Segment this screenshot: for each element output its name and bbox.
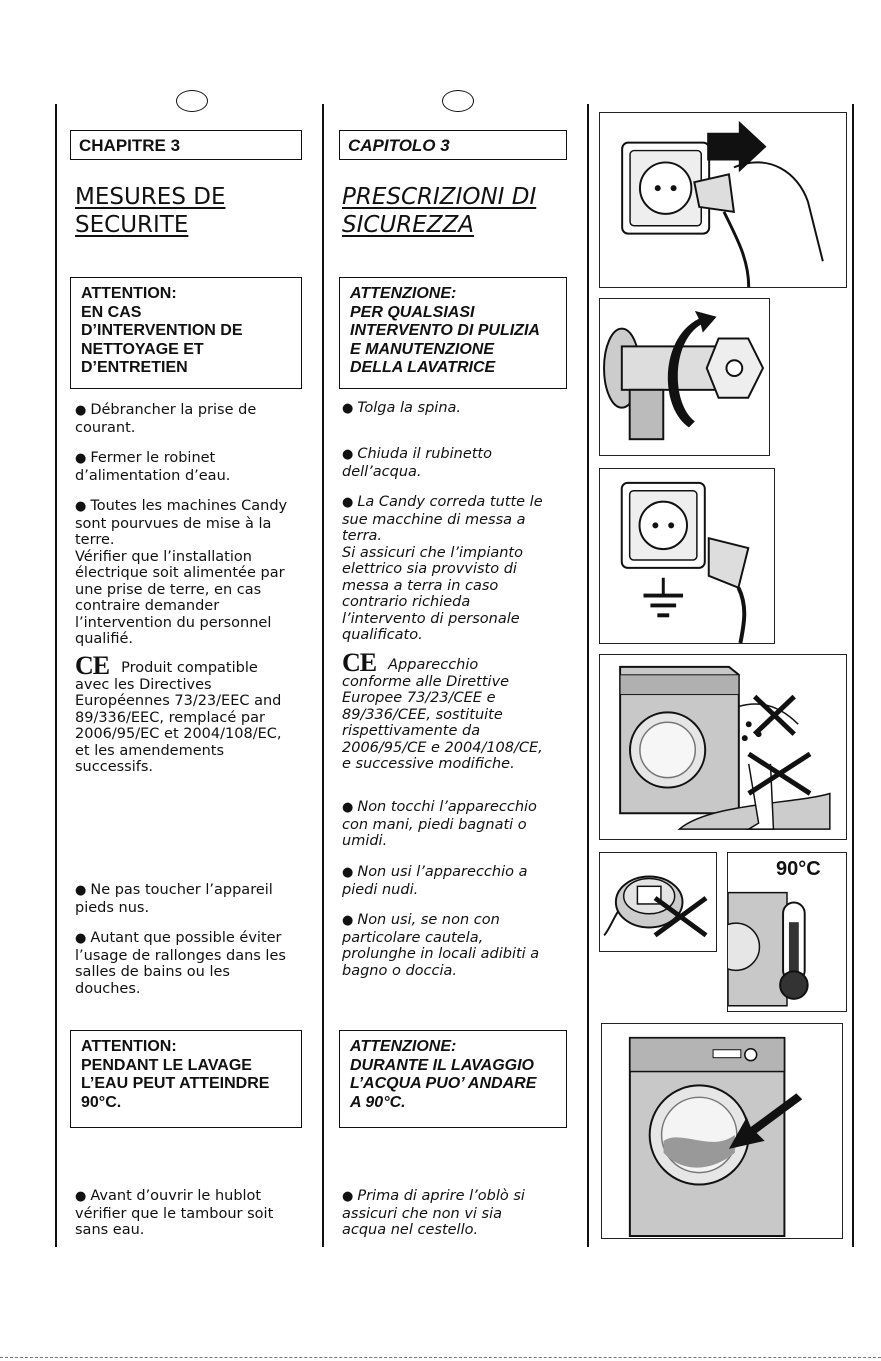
text-line: ● Chiuda il rubinetto bbox=[342, 446, 492, 464]
instruction-extension-fr bbox=[75, 930, 286, 997]
instruction-barefoot-it bbox=[342, 864, 527, 898]
instruction-door-fr bbox=[75, 1188, 273, 1239]
text-line: Vérifier que l’installation bbox=[75, 548, 252, 565]
warning-box-90c-it bbox=[339, 1030, 567, 1128]
text-line: ● Non usi, se non con bbox=[342, 912, 539, 930]
warning-line: ATTENTION: bbox=[81, 285, 177, 302]
ce-compliance-fr bbox=[75, 651, 282, 776]
text-line: particolare cautela, bbox=[342, 929, 484, 946]
text-line: vérifier que le tambour soit bbox=[75, 1205, 274, 1222]
language-flag-circle bbox=[176, 90, 208, 112]
text-line: elettrico sia provvisto di bbox=[342, 561, 517, 577]
warning-box-90c-fr bbox=[70, 1030, 302, 1128]
instruction-earth-it bbox=[342, 494, 543, 644]
warning-line: ATTENZIONE: bbox=[350, 1038, 457, 1055]
warning-line: A 90°C. bbox=[350, 1093, 406, 1111]
text-line: e successive modifiche. bbox=[342, 756, 515, 772]
text-line: salles de bains ou les bbox=[75, 964, 230, 980]
section-title-fr bbox=[75, 183, 225, 239]
reel-drawing bbox=[600, 853, 716, 951]
instruction-tap-fr bbox=[75, 450, 230, 484]
page-cut-line bbox=[0, 1357, 881, 1358]
warning-line: PER QUALSIASI bbox=[350, 303, 475, 321]
text-span: Apparecchio bbox=[388, 657, 479, 673]
text-line: contraire demander bbox=[75, 598, 220, 614]
warning-line: 90°C. bbox=[81, 1093, 122, 1111]
text-line: sont pourvues de mise à la bbox=[75, 515, 272, 532]
section-title-line: MESURES DE bbox=[75, 184, 226, 210]
text-line: ● Fermer le robinet bbox=[75, 450, 230, 468]
chapter-heading-it: CAPITOLO 3 bbox=[339, 130, 567, 160]
warning-line: D’INTERVENTION DE bbox=[81, 322, 243, 339]
instruction-extension-it bbox=[342, 912, 539, 979]
washing-machine-door-illustration bbox=[601, 1023, 843, 1239]
text-line: prolunghe in locali adibiti a bbox=[342, 946, 540, 962]
text-line bbox=[342, 648, 543, 677]
text-line: ● La Candy correda tutte le bbox=[342, 494, 543, 512]
text-line: Européennes 73/23/EEC and bbox=[75, 693, 282, 709]
extension-reel-illustration bbox=[599, 852, 717, 952]
column-divider bbox=[587, 104, 589, 1247]
instruction-wet-hands-it bbox=[342, 799, 537, 850]
text-line: conforme alle Direttive bbox=[342, 673, 510, 690]
instruction-unplug-it bbox=[342, 400, 461, 418]
wet-hands-feet-illustration bbox=[599, 654, 847, 840]
warning-box-it bbox=[339, 277, 567, 389]
ce-mark-icon: CE bbox=[342, 648, 377, 677]
chapter-heading-fr: CHAPITRE 3 bbox=[70, 130, 302, 160]
text-line: douches. bbox=[75, 980, 141, 997]
text-line: ● Ne pas toucher l’appareil bbox=[75, 882, 273, 900]
tap-drawing bbox=[600, 299, 769, 455]
warning-line: L’EAU PEUT ATTEINDRE bbox=[81, 1075, 270, 1092]
text-line: successifs. bbox=[75, 759, 154, 775]
text-line: umidi. bbox=[342, 833, 388, 849]
text-line: acqua nel cestello. bbox=[342, 1222, 479, 1238]
section-title-line: SICUREZZA bbox=[342, 212, 475, 238]
text-line bbox=[75, 651, 281, 680]
text-line: ● Non tocchi l’apparecchio bbox=[342, 799, 537, 817]
text-line: avec les Directives bbox=[75, 676, 212, 693]
section-title-line: SECURITE bbox=[75, 212, 189, 238]
water-tap-illustration bbox=[599, 298, 770, 456]
warning-box-fr bbox=[70, 277, 302, 389]
warning-line: ATTENZIONE: bbox=[350, 285, 457, 302]
text-line: qualificato. bbox=[342, 627, 423, 643]
language-flag-circle bbox=[442, 90, 474, 112]
warning-line: DURANTE IL LAVAGGIO bbox=[350, 1056, 534, 1074]
text-line: con mani, piedi bagnati o bbox=[342, 816, 527, 833]
text-line: 89/336/CEE, sostituite bbox=[342, 706, 503, 723]
text-line: ● Débrancher la prise de bbox=[75, 402, 256, 420]
text-line: messa a terra in caso bbox=[342, 577, 499, 594]
text-line: sans eau. bbox=[75, 1222, 145, 1238]
warning-line: D’ENTRETIEN bbox=[81, 359, 188, 376]
text-line: contrario richieda bbox=[342, 594, 471, 610]
warning-line: INTERVENTO DI PULIZIA bbox=[350, 322, 540, 339]
text-line: 2006/95/EC et 2004/108/EC, bbox=[75, 726, 282, 742]
door-drawing bbox=[602, 1024, 842, 1238]
text-line: piedi nudi. bbox=[342, 881, 419, 898]
unplug-drawing bbox=[600, 113, 846, 287]
text-line: Si assicuri che l’impianto bbox=[342, 544, 523, 561]
warning-line: L’ACQUA PUO’ ANDARE bbox=[350, 1075, 537, 1092]
warning-line: DELLA LAVATRICE bbox=[350, 359, 496, 376]
text-line: ● Tolga la spina. bbox=[342, 400, 461, 418]
section-title-it bbox=[342, 183, 536, 239]
text-line: terra. bbox=[342, 528, 383, 544]
text-line: ● Avant d’ouvrir le hublot bbox=[75, 1188, 273, 1206]
instruction-tap-it bbox=[342, 446, 492, 480]
text-line: courant. bbox=[75, 419, 136, 436]
earth-plug-drawing bbox=[600, 469, 774, 643]
text-line: ● Non usi l’apparecchio a bbox=[342, 864, 527, 882]
text-line: bagno o doccia. bbox=[342, 962, 457, 979]
instruction-barefoot-fr bbox=[75, 882, 273, 916]
text-line: 2006/95/CE e 2004/108/CE, bbox=[342, 739, 543, 756]
text-line: 89/336/EEC, remplacé par bbox=[75, 709, 265, 726]
ce-mark-icon: CE bbox=[75, 651, 110, 680]
instruction-door-it bbox=[342, 1188, 525, 1239]
warning-line: ATTENTION: bbox=[81, 1038, 177, 1055]
text-line: une prise de terre, en cas bbox=[75, 581, 262, 598]
text-line: pieds nus. bbox=[75, 899, 150, 916]
right-margin-line bbox=[852, 104, 854, 1247]
text-line: l’usage de rallonges dans les bbox=[75, 947, 286, 964]
text-line: d’alimentation d’eau. bbox=[75, 467, 231, 484]
temperature-label: 90°C bbox=[776, 858, 821, 880]
section-title-line: PRESCRIZIONI DI bbox=[342, 184, 537, 210]
left-margin-line bbox=[55, 104, 57, 1247]
text-line: qualifié. bbox=[75, 631, 133, 647]
text-line: l’intervention du personnel bbox=[75, 614, 272, 631]
warning-line: E MANUTENZIONE bbox=[350, 340, 494, 358]
text-span: Produit compatible bbox=[121, 660, 258, 676]
warning-line: PENDANT LE LAVAGE bbox=[81, 1056, 252, 1074]
text-line: terre. bbox=[75, 532, 115, 548]
text-line: assicuri che non vi sia bbox=[342, 1205, 503, 1222]
text-line: dell’acqua. bbox=[342, 463, 422, 480]
ce-compliance-it bbox=[342, 648, 543, 773]
warning-line: NETTOYAGE ET bbox=[81, 340, 204, 358]
wet-hands-drawing bbox=[600, 655, 846, 839]
column-divider bbox=[322, 104, 324, 1247]
instruction-earth-fr bbox=[75, 498, 287, 648]
text-line: électrique soit alimentée par bbox=[75, 565, 285, 581]
instruction-unplug-fr bbox=[75, 402, 256, 436]
text-line: sue macchine di messa a bbox=[342, 511, 526, 528]
text-line: et les amendements bbox=[75, 742, 225, 759]
text-line: rispettivamente da bbox=[342, 723, 481, 739]
text-line: Europee 73/23/CEE e bbox=[342, 690, 496, 706]
unplug-illustration bbox=[599, 112, 847, 288]
text-line: ● Prima di aprire l’oblò si bbox=[342, 1188, 525, 1206]
text-line: l’intervento di personale bbox=[342, 610, 520, 627]
warning-line: EN CAS bbox=[81, 303, 142, 321]
text-line: ● Autant que possible éviter bbox=[75, 930, 286, 948]
earthed-plug-illustration bbox=[599, 468, 775, 644]
text-line: ● Toutes les machines Candy bbox=[75, 498, 287, 516]
